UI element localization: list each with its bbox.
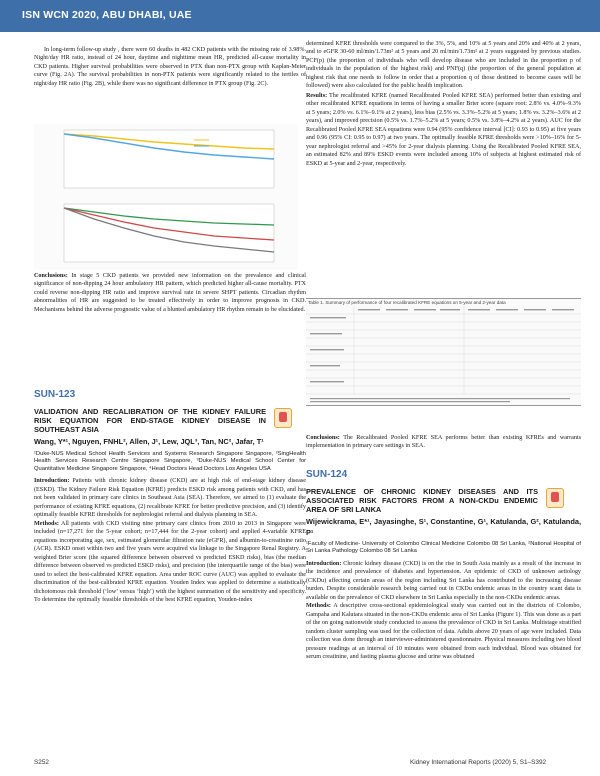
methods-text: A descriptive cross-sectional epidemiological study was carried out in the districts of Colombo, Gampaha and Kalutara situated in the non-CKDu endemic area of Sri Lanka (Figure 1). This was done as a part of the on going nationwide study conducted to assess the prevalence of CKD in Sri Lanka. Multistage stratified random cluster sampling was used for the collection of data. Adults above 20 years of age were included. Data collection was done through an interviewer-administered questionnaire. Physical measures including two blood pressure readings at an interval of 10 minutes were obtained from each individual. Blood was obtained for serum creatinine, and fasting plasma glucose and urine was obtained [306, 603, 581, 661]
sun123-abstract [34, 388, 306, 605]
introduction-label: Introduction: [306, 560, 342, 567]
introduction-label: Introduction: [34, 478, 70, 485]
results-text: The recalibrated KFRE (named Recalibrated Pooled KFRE SEA) performed better than existing and other recalibrated KFRE equations in terms of having a smaller Brier score (square root: 2.8% vs. 4.0%–9.3% at 5 years; 2.0% vs. 6.1%–9.1% at 2 years), less bias (2.5% vs. 3.3%–5.2% at 5 years; 1.8% vs. 3.2%–3.6% at 2 years), and improved precision (0.5% vs. 1.7%–5.2% at 5 years; 0.5% vs. 3.8%–4.2% at 2 years). AUC for the Recalibrated Pooled KFRE SEA equations were 0.94 (95% confidence interval [CI]: 0.93 to 0.95) at five years and 0.96 (95% CI: 0.95 to 0.97) at two years. The optimally feasible KFRE thresholds were >10%–16% for 5-year nephrologist referral and >45% for 2-year dialysis planning. Using the Recalibrated Pooled KFRE SEA, an estimated 82% and 89% ESKD events were included among 10% of subjects at highest estimated risk of ESKD at 5-year and 2-year, respectively. [306, 92, 581, 167]
left-column [34, 40, 306, 88]
abstract-badge-icon [274, 408, 292, 428]
conclusions-label: Conclusions: [34, 273, 68, 279]
table-grid [306, 306, 581, 404]
table-caption: Table 1. Summary of performance of four recalibrated KFRE equations on 5-year and 2-year data [308, 300, 506, 305]
methods-text: All patients with CKD visiting nine primary care clinics from 2010 to 2013 in Singapore were included (n=17,271 for the 5-year cohort; n=17,444 for the 2-year cohort) and applied 4-variable KFRE equations incorporating age, sex, estimated glomerular filtration rate (eGFR), and albumin-to-creatinine ratio (ACR). ESKD onset within two and five years were acquired via linkage to the Singapore Renal Registry. A weighted Brier score (the squared difference between observed vs predicted ESKD risks), bias (the median difference between observed vs predicted ESKD risks), and precision (the interquartile range of the bias) were used to select the best-calibrated KFRE equation. Area under ROC curve (AUC) was applied to evaluate the discrimination of the best-calibrated KFRE equation. Youden Index was applied to determine a statistically dichotomous risk threshold (‘low’ versus ‘high’) with the highest summation of the sensitivity and specificity. To determine the optimally feasible thresholds of the best KFRE equation, Youden-index [34, 520, 306, 604]
abstract-title: PREVALENCE OF CHRONIC KIDNEY DISEASES AND ITS ASSOCIATED RISK FACTORS FROM A NON-CKDu ENDEMIC AREA OF SRI LANKA [306, 486, 538, 514]
results-paragraph [306, 92, 581, 168]
abstract-introduction [34, 477, 306, 519]
journal-header-text: ISN WCN 2020, ABU DHABI, UAE [22, 9, 192, 21]
right-column [306, 40, 581, 168]
page-number: S252 [34, 759, 49, 766]
continued-paragraph: determined KFRE thresholds were compared to the 3%, 5%, and 10% at 5 years and 20% and 40% at 2 years, and to eGFR 30-60 ml/min/1.73m² at 5 years and 20 ml/min/1.73m² at 2 years suggested by previous studies. PCF(p) (the proportion of individuals who will develop disease who are included in the proportion p of individuals in the population of the highest risk) and PNF(q) (the proportion of the general population at highest risk that one needs to follow in order that a proportion q of those destined to become cases will be followed) were also calculated for the public health implication. [306, 41, 581, 90]
introduction-text: Patients with chronic kidney disease (CKD) are at high risk of end-stage kidney disease (ESKD). The Kidney Failure Risk Equation (KFRE) predicts ESKD risk among patients with CKD, and has not been validated in primary care clinics in Southeast Asia (SEA). Therefore, we aimed to (1) evaluate the performance of existing KFRE equations, (2) recalibrate KFRE for better predictive precision, and (3) identify optimally feasible KFRE thresholds for nephrologist referral and dialysis planning in SEA. [34, 478, 306, 519]
abstract-methods [34, 520, 306, 605]
right-conclusions-paragraph [306, 434, 581, 451]
right-conclusions-block [306, 434, 581, 451]
abstract-authors: Wijewickrama, E*¹, Jayasinghe, S¹, Constantine, G¹, Katulanda, G², Katulanda, P¹ [306, 517, 581, 537]
right-conclusions-text: The Recalibrated Pooled KFRE SEA performs better than existing KFREs and warrants implementation in primary care settings in SEA. [306, 435, 581, 450]
abstract-methods [306, 602, 581, 661]
sun124-abstract [306, 468, 581, 662]
abstract-introduction [306, 560, 581, 602]
abstract-affiliation: ¹Faculty of Medicine- University of Colombo Clinical Medicine Colombo 08 Sri Lanka, ²National Hospital of Sri Lanka Pathology Colombo 08 Sri Lanka [306, 540, 581, 555]
introduction-text: Chronic kidney disease (CKD) is on the rise in South Asia mainly as a result of the increase in the incidence and prevalence of diabetes and hypertension. An epidemic of CKD of unknown aetiology (CKDu) affecting certain areas of the region including Sri Lanka has contributed to the increasing disease burden. Despite considerable research being carried out in CKDu endemic areas in the country scant data is available on the prevalence of CKD elsewhere in Sri Lanka especially in the non-CKDu endemic areas. [306, 560, 581, 601]
figure-panel-top [64, 130, 274, 188]
results-table [306, 298, 581, 406]
intro-paragraph: In long-term follow-up study , there were 60 deaths in 482 CKD patients with the missing rate of 3.98%. Night/day HR ratio, instead of 24 hour, daytime and nighttime mean HR, predicted all-cause mortality in CKD patients. Higher survival probabilities were observed in PTX than non-PTX group with Kaplan-Meier curve (Fig. 2A). The survival probabilities in non-PTX patients were significantly related to the tertiles of night/day HR ratio (Fig. 2B), while there was no significant difference in PTX group (Fig. 2C). [34, 47, 306, 87]
abstract-code: SUN-123 [34, 389, 76, 400]
methods-label: Methods: [34, 520, 59, 527]
kaplan-meier-figure [34, 124, 298, 270]
abstract-badge-icon [546, 488, 564, 508]
conclusions-text: In stage 5 CKD patients we provided new information on the prevalence and clinical significance of non-dipping 24 hour ambulatory HR pattern, which predicted higher all-cause mortality. PTX could reverse non-dipping HR ratio and improve survival rate in severe SHPT patients. Circadian rhythm abnormalities of HR are suggested to be treated effectively in order to improve prognosis in CKD. Mechanisms behind the adverse prognostic value of a blunted ambulatory HR rhythm remain to be elucidated. [34, 273, 306, 313]
abstract-title: VALIDATION AND RECALIBRATION OF THE KIDNEY FAILURE RISK EQUATION FOR END-STAGE KIDNEY DISEASE IN SOUTHEAST ASIA [34, 406, 266, 434]
results-label: Results: [306, 92, 328, 99]
left-conclusions-block [34, 272, 306, 314]
abstract-code: SUN-124 [306, 469, 348, 480]
methods-label: Methods: [306, 603, 331, 610]
right-conclusions-label: Conclusions: [306, 435, 340, 441]
journal-header-bar [0, 0, 600, 32]
conclusions-paragraph [34, 272, 306, 314]
journal-citation: Kidney International Reports (2020) 5, S1–S392 [410, 759, 547, 766]
abstract-authors: Wang, Y*¹, Nguyen, FNHL², Allen, J¹, Lew, JQL³, Tan, NC², Jafar, T¹ [34, 437, 264, 447]
figure-panel-bottom [64, 204, 274, 262]
abstract-affiliation: ¹Duke-NUS Medical School Health Services and Systems Research Singapore Singapore, ²SingHealth Health Services Research Centre Singapore Singapore, ³Duke-NUS Medical School Center for Quantitative Medicine Singapore Singapore, ⁴Head Doctors Head Doctors Los Angeles USA [34, 450, 306, 472]
